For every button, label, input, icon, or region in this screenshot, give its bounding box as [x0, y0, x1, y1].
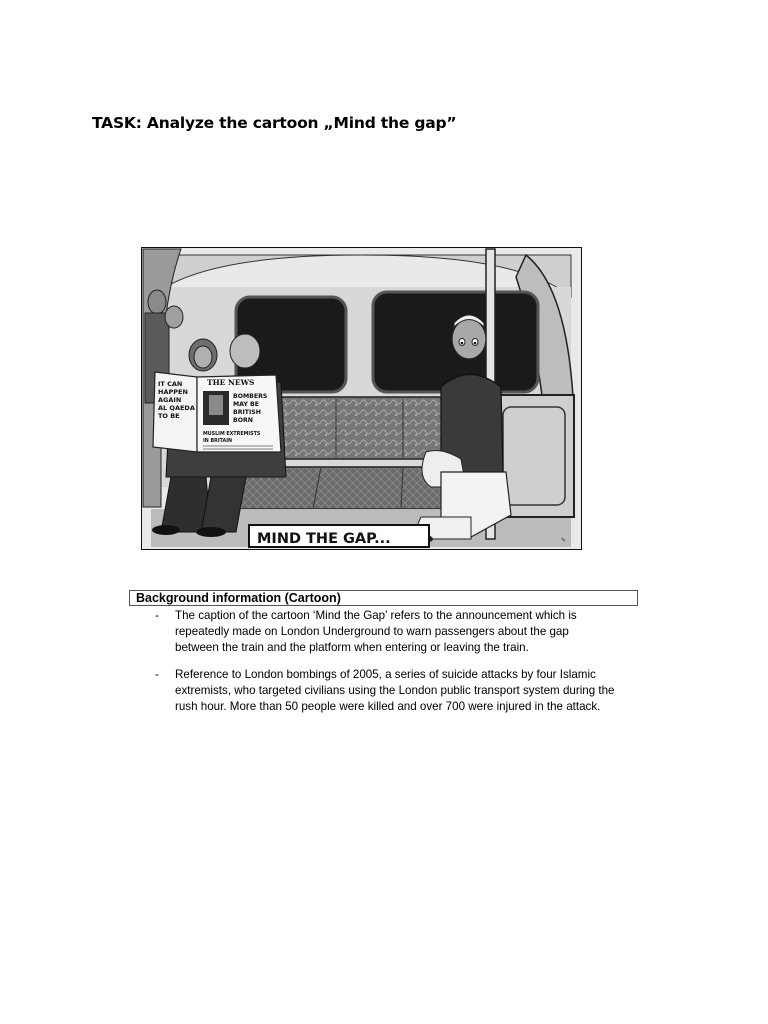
bullet-text-line: extremists, who targeted civilians using the London public transport system during the: [175, 684, 615, 697]
newspaper-headline-line: BRITISH: [233, 409, 261, 416]
bullet-text-line: rush hour. More than 50 people were killed and over 700 were injured in the attack.: [175, 700, 601, 713]
mind-the-gap-cartoon: [141, 247, 582, 550]
bullet-text-line: between the train and the platform when entering or leaving the train.: [175, 641, 529, 654]
background-heading-box: [129, 590, 638, 606]
newspaper-headline-line: MAY BE: [233, 401, 259, 408]
bullet-text-line: repeatedly made on London Underground to warn passengers about the gap: [175, 625, 569, 638]
newspaper-subheadline-line: IN BRITAIN: [203, 439, 233, 444]
background-bullet: [155, 608, 655, 656]
newspaper-headline-line: BORN: [233, 417, 253, 424]
bullet-dash: -: [155, 609, 159, 622]
background-heading: Background information (Cartoon): [136, 591, 341, 605]
background-bullet: [155, 667, 655, 715]
newspaper-left-line: AGAIN: [158, 396, 182, 404]
newspaper-left-line: AL QAEDA: [158, 404, 195, 412]
newspaper-left-line: HAPPEN: [158, 388, 188, 396]
newspaper-subheadline-line: MUSLIM EXTREMISTS: [203, 432, 261, 437]
newspaper-left-line: TO BE: [158, 412, 180, 420]
svg-text:✎: ✎: [561, 537, 567, 544]
bullet-dash: -: [155, 668, 159, 681]
task-title: TASK: Analyze the cartoon „Mind the gap”: [92, 114, 457, 132]
newspaper-left-line: IT CAN: [158, 380, 183, 388]
newspaper-masthead: THE NEWS: [207, 378, 255, 387]
cartoon-caption: MIND THE GAP...: [257, 531, 391, 547]
bullet-text-line: Reference to London bombings of 2005, a series of suicide attacks by four Islamic: [175, 668, 596, 681]
newspaper-headline-line: BOMBERS: [233, 393, 268, 400]
bullet-text-line: The caption of the cartoon ‘Mind the Gap’ refers to the announcement which is: [175, 609, 577, 622]
